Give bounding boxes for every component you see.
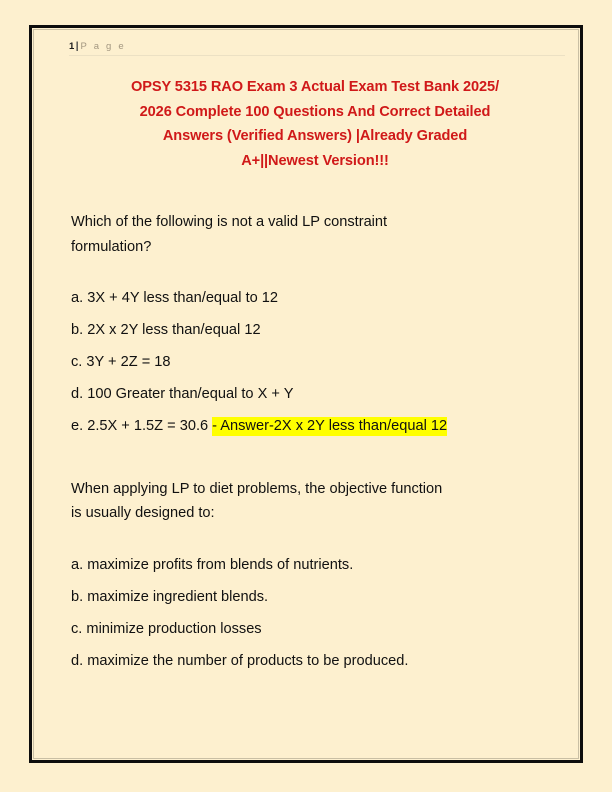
- title-line-3: Answers (Verified Answers) |Already Graded: [162, 128, 468, 144]
- question-1-options: [71, 286, 566, 439]
- document-page-frame: [29, 25, 583, 763]
- document-title: [81, 75, 549, 173]
- header-divider-rule: [69, 55, 565, 56]
- question-block-2: [71, 477, 566, 674]
- question-2-option-a: a. maximize profits from blends of nutrients.: [71, 556, 354, 573]
- question-2-option-c: c. minimize production losses: [71, 620, 262, 637]
- question-2-options: [71, 553, 566, 674]
- question-1-option-e: [71, 414, 566, 439]
- question-1-option-d: d. 100 Greater than/equal to X + Y: [71, 386, 294, 402]
- document-body: [69, 210, 566, 673]
- title-line-2: 2026 Complete 100 Questions And Correct Detailed: [139, 103, 491, 120]
- title-line-4: A+||Newest Version!!!: [241, 152, 389, 169]
- question-1-option-e-text: e. 2.5X + 1.5Z = 30.6: [71, 418, 213, 434]
- question-2-option-d: d. maximize the number of products to be produced.: [71, 652, 409, 669]
- question-1-option-a: a. 3X + 4Y less than/equal to 12: [71, 290, 279, 306]
- question-1-stem-line-1: Which of the following is not a valid LP constraint: [71, 214, 388, 230]
- question-1-option-c: c. 3Y + 2Z = 18: [71, 354, 171, 370]
- question-2-stem: [71, 477, 541, 526]
- question-2-stem-line-2: is usually designed to:: [71, 505, 215, 521]
- question-1-answer-highlight: - Answer-2X x 2Y less than/equal 12: [212, 418, 448, 434]
- question-block-1: [71, 210, 566, 439]
- page-content: [32, 28, 580, 760]
- question-1-stem: [71, 210, 481, 259]
- header-page-number: 1: [69, 41, 75, 52]
- question-1-stem-line-2: formulation?: [71, 238, 152, 255]
- page-header: [69, 36, 566, 58]
- header-separator: |: [75, 41, 79, 52]
- question-block-spacer: [71, 439, 566, 477]
- question-1-option-b: b. 2X x 2Y less than/equal 12: [71, 322, 261, 338]
- question-2-stem-line-1: When applying LP to diet problems, the objective function: [71, 480, 443, 497]
- title-line-1: OPSY 5315 RAO Exam 3 Actual Exam Test Bank 2025/: [130, 79, 500, 95]
- header-page-label: P a g e: [80, 41, 126, 52]
- question-2-option-b: b. maximize ingredient blends.: [71, 588, 269, 605]
